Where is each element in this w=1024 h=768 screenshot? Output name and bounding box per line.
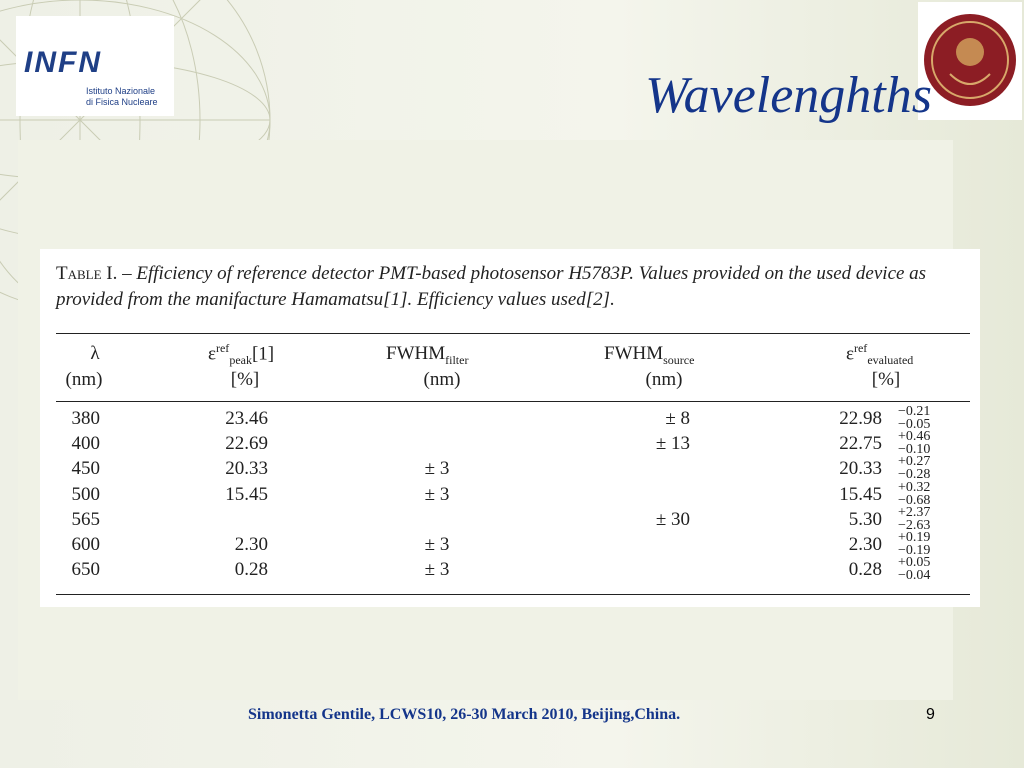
- table-caption: [56, 261, 966, 313]
- table-caption-text: – Efficiency of reference detector PMT-based photosensor H5783P. Values provided on the used device as provided from the manifacture Hamamatsu[1]. Efficiency values used[2].: [56, 263, 927, 310]
- header-eps-peak: [208, 341, 274, 368]
- table-bottom-rule: [56, 594, 970, 595]
- cell-lambda: 500: [71, 483, 100, 505]
- cell-eps-peak: 20.33: [225, 458, 268, 480]
- header-fwhm-source-unit: (nm): [645, 369, 683, 390]
- cell-eps-eval: 2.30: [848, 534, 882, 555]
- cell-eps-eval: 5.30: [848, 508, 882, 530]
- header-eps-evaluated: [846, 341, 913, 368]
- cell-eps-peak: 22.69: [225, 433, 268, 455]
- cell-eps-eval: 22.75: [839, 433, 882, 455]
- cell-fwhm-filter: ± 3: [424, 458, 450, 480]
- infn-wordmark: INFN: [24, 46, 102, 79]
- cell-eps-eval: 15.45: [839, 483, 882, 505]
- cell-err-down: −0.68: [898, 492, 931, 508]
- cell-err-up: +0.32: [898, 479, 931, 495]
- cell-fwhm-filter: ± 3: [424, 559, 450, 581]
- cell-err-down: −0.19: [898, 543, 931, 558]
- fwhm-source-label: FWHM: [604, 343, 664, 364]
- cell-err-up: +0.27: [898, 454, 931, 470]
- cell-err-up: +0.19: [898, 530, 931, 545]
- cell-eps-eval: 0.28: [848, 559, 882, 581]
- infn-subtitle-line-2: di Fisica Nucleare: [86, 97, 158, 107]
- header-fwhm-filter-unit: (nm): [423, 369, 461, 390]
- table-top-rule: [56, 333, 970, 334]
- cell-fwhm-source: ± 13: [655, 433, 690, 455]
- cell-eps-peak: 2.30: [234, 534, 268, 555]
- header-lambda: λ: [90, 343, 100, 364]
- slide-title: Wavelenghths: [645, 67, 932, 124]
- infn-subtitle-line-1: Istituto Nazionale: [86, 86, 156, 96]
- cell-lambda: 400: [71, 433, 100, 455]
- infn-logo: [16, 16, 174, 116]
- eps-eval-sub: evaluated: [867, 353, 914, 368]
- cell-lambda: 380: [71, 408, 100, 429]
- cell-err-down: −2.63: [898, 517, 931, 533]
- cell-eps-eval: 22.98: [839, 408, 882, 429]
- cell-fwhm-filter: ± 3: [424, 483, 450, 505]
- table-header-rule: [56, 401, 970, 402]
- slide-footer: Simonetta Gentile, LCWS10, 26-30 March 2010, Beijing,China.: [248, 706, 681, 723]
- fwhm-filter-label: FWHM: [386, 343, 446, 364]
- header-eps-evaluated-unit: [%]: [871, 369, 901, 390]
- cell-err-up: −0.21: [898, 404, 931, 419]
- infn-subtitle: [86, 86, 176, 108]
- header-fwhm-filter: [386, 343, 468, 368]
- header-fwhm-source: [604, 343, 694, 368]
- eps-eval-symbol: ε: [846, 343, 854, 365]
- efficiency-table: [40, 249, 980, 607]
- cell-eps-eval: 20.33: [839, 458, 882, 480]
- cell-err-down: −0.28: [898, 467, 931, 483]
- fwhm-filter-sub: filter: [445, 352, 469, 367]
- cell-err-up: +0.46: [898, 429, 931, 445]
- cell-err-up: +0.05: [898, 555, 931, 571]
- eps-peak-sub: peak: [229, 353, 252, 368]
- cell-fwhm-source: ± 8: [665, 408, 690, 429]
- cell-err-down: −0.04: [898, 568, 931, 584]
- header-lambda-unit: (nm): [65, 369, 103, 390]
- cell-lambda: 650: [71, 559, 100, 581]
- sapienza-seal-logo: [918, 2, 1022, 120]
- cell-fwhm-filter: ± 3: [424, 534, 450, 555]
- cell-fwhm-source: ± 30: [655, 508, 690, 530]
- eps-peak-ref: [1]: [251, 343, 275, 365]
- eps-peak-symbol: ε: [208, 343, 216, 365]
- eps-eval-sup: ref: [853, 341, 868, 355]
- cell-err-up: +2.37: [898, 504, 931, 520]
- header-eps-peak-unit: [%]: [230, 369, 260, 390]
- cell-lambda: 565: [71, 508, 100, 530]
- cell-lambda: 600: [71, 534, 100, 555]
- table-caption-label: Table I.: [56, 263, 118, 284]
- cell-eps-peak: 0.28: [234, 559, 268, 581]
- eps-peak-sup: ref: [215, 341, 230, 355]
- fwhm-source-sub: source: [663, 352, 695, 367]
- cell-eps-peak: 23.46: [225, 408, 268, 429]
- cell-err-down: −0.10: [898, 442, 931, 458]
- page-number: 9: [926, 706, 935, 723]
- cell-err-down: −0.05: [898, 417, 931, 432]
- cell-eps-peak: 15.45: [225, 483, 268, 505]
- cell-lambda: 450: [71, 458, 100, 480]
